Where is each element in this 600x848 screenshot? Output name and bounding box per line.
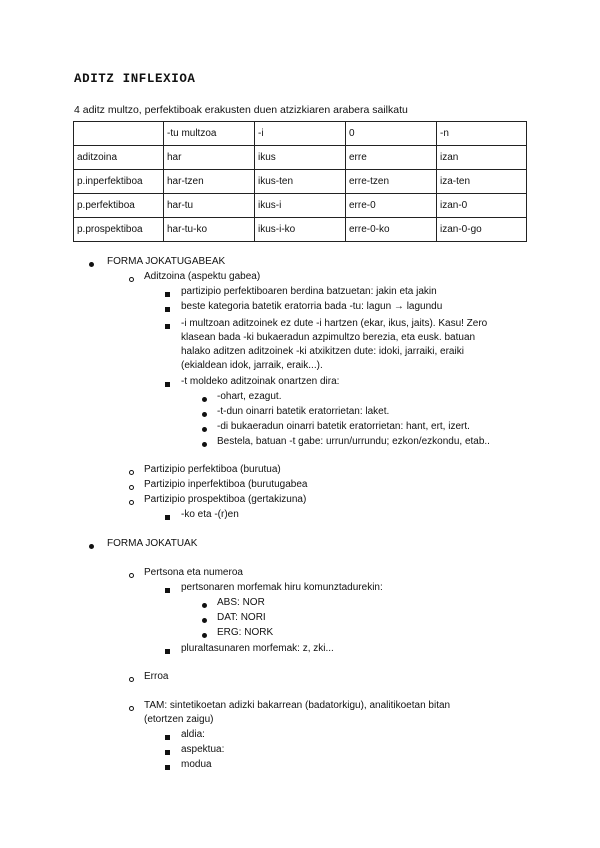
bullet-circle-icon — [129, 273, 134, 287]
list-item: aspektua: — [181, 744, 225, 755]
list-item: ABS: NOR — [217, 597, 265, 608]
bullet-dot-icon — [202, 393, 207, 407]
bullet-square-icon — [165, 746, 170, 760]
table-cell: -n — [437, 122, 527, 146]
list-item: -t-dun oinarri batetik eratorrietan: laket. — [217, 406, 390, 417]
table-cell: har-tu-ko — [164, 218, 255, 242]
list-item: -di bukaeradun oinarri batetik eratorrietan: hant, ert, izert. — [217, 421, 470, 432]
bullet-circle-icon — [129, 496, 134, 510]
table-cell: aditzoina — [74, 146, 164, 170]
table-cell: har-tu — [164, 194, 255, 218]
list-item: partizipio perfektiboaren berdina batzuetan: jakin eta jakin — [181, 286, 437, 297]
table-row — [74, 146, 527, 170]
bullet-square-icon — [165, 320, 170, 334]
list-item: -t moldeko aditzoinak onartzen dira: — [181, 376, 340, 387]
bullet-circle-icon — [129, 481, 134, 495]
section-heading: FORMA JOKATUAK — [107, 538, 198, 549]
table-cell: ikus-i-ko — [255, 218, 346, 242]
table-cell: har-tzen — [164, 170, 255, 194]
table-cell: erre — [346, 146, 437, 170]
table-cell: -i — [255, 122, 346, 146]
bullet-dot-icon — [202, 423, 207, 437]
bullet-square-icon — [165, 378, 170, 392]
list-item-continued: klasean bada -ki bukaeradun azpimultzo berezia, eta eusk. batuan — [181, 332, 476, 343]
bullet-dot-icon — [202, 614, 207, 628]
list-item: TAM: sintetikoetan adizki bakarrean (badatorkigu), analitikoetan bitan — [144, 700, 451, 711]
table-cell: ikus — [255, 146, 346, 170]
list-item: Partizipio inperfektiboa (burutugabea — [144, 479, 308, 490]
bullet-circle-icon — [129, 673, 134, 687]
list-item: ERG: NORK — [217, 627, 274, 638]
table-header-row — [74, 122, 527, 146]
table-cell: izan-0 — [437, 194, 527, 218]
list-item: Pertsona eta numeroa — [144, 567, 243, 578]
table-cell: iza-ten — [437, 170, 527, 194]
table-cell: -tu multzoa — [164, 122, 255, 146]
bullet-dot-icon — [202, 599, 207, 613]
table-cell: har — [164, 146, 255, 170]
page-title: ADITZ INFLEXIOA — [74, 72, 196, 86]
list-item: pluraltasunaren morfemak: z, zki... — [181, 643, 334, 654]
table-cell: erre-tzen — [346, 170, 437, 194]
bullet-circle-icon — [129, 466, 134, 480]
list-item-continued: halako aditzen aditzoinek -ki atxikitzen dute: idoki, jarraiki, eraiki — [181, 346, 464, 357]
table-cell: p.prospektiboa — [74, 218, 164, 242]
bullet-square-icon — [165, 303, 170, 317]
table-row — [74, 170, 527, 194]
bullet-dot-icon — [202, 408, 207, 422]
bullet-dot-icon — [89, 540, 94, 554]
list-item: Erroa — [144, 671, 169, 682]
table-cell: izan-0-go — [437, 218, 527, 242]
bullet-dot-icon — [202, 438, 207, 452]
list-item: Bestela, batuan -t gabe: urrun/urrundu; ezkon/ezkondu, etab.. — [217, 436, 490, 447]
list-item: DAT: NORI — [217, 612, 266, 623]
list-item: modua — [181, 759, 212, 770]
bullet-circle-icon — [129, 569, 134, 583]
bullet-square-icon — [165, 288, 170, 302]
table-cell: erre-0 — [346, 194, 437, 218]
list-item-continued: (etortzen zaigu) — [144, 714, 214, 725]
table-row — [74, 218, 527, 242]
list-item: beste kategoria batetik eratorria bada -tu: lagun → lagundu — [181, 301, 443, 312]
table-caption: 4 aditz multzo, perfektiboak erakusten duen atzizkiaren arabera sailkatu — [74, 104, 408, 116]
table-cell: erre-0-ko — [346, 218, 437, 242]
table-row — [74, 194, 527, 218]
list-item: Partizipio perfektiboa (burutua) — [144, 464, 281, 475]
bullet-square-icon — [165, 584, 170, 598]
table-cell: ikus-i — [255, 194, 346, 218]
bullet-square-icon — [165, 761, 170, 775]
table-cell — [74, 122, 164, 146]
list-item: aldia: — [181, 729, 205, 740]
table-cell: p.inperfektiboa — [74, 170, 164, 194]
bullet-square-icon — [165, 511, 170, 525]
list-item: -ko eta -(r)en — [181, 509, 239, 520]
list-item-continued: (ekialdean idok, jarraik, eraik...). — [181, 360, 323, 371]
list-item: Aditzoina (aspektu gabea) — [144, 271, 261, 282]
list-item: Partizipio prospektiboa (gertakizuna) — [144, 494, 307, 505]
list-item: -i multzoan aditzoinek ez dute -i hartzen (ekar, ikus, jaits). Kasu! Zero — [181, 318, 488, 329]
section-heading: FORMA JOKATUGABEAK — [107, 256, 226, 267]
bullet-dot-icon — [202, 629, 207, 643]
list-item: pertsonaren morfemak hiru komunztadurekin: — [181, 582, 383, 593]
list-item: -ohart, ezagut. — [217, 391, 282, 402]
table-cell: izan — [437, 146, 527, 170]
bullet-square-icon — [165, 645, 170, 659]
bullet-circle-icon — [129, 702, 134, 716]
bullet-dot-icon — [89, 258, 94, 272]
table-cell: 0 — [346, 122, 437, 146]
bullet-square-icon — [165, 731, 170, 745]
conjugation-table — [73, 121, 527, 242]
table-cell: p.perfektiboa — [74, 194, 164, 218]
table-cell: ikus-ten — [255, 170, 346, 194]
